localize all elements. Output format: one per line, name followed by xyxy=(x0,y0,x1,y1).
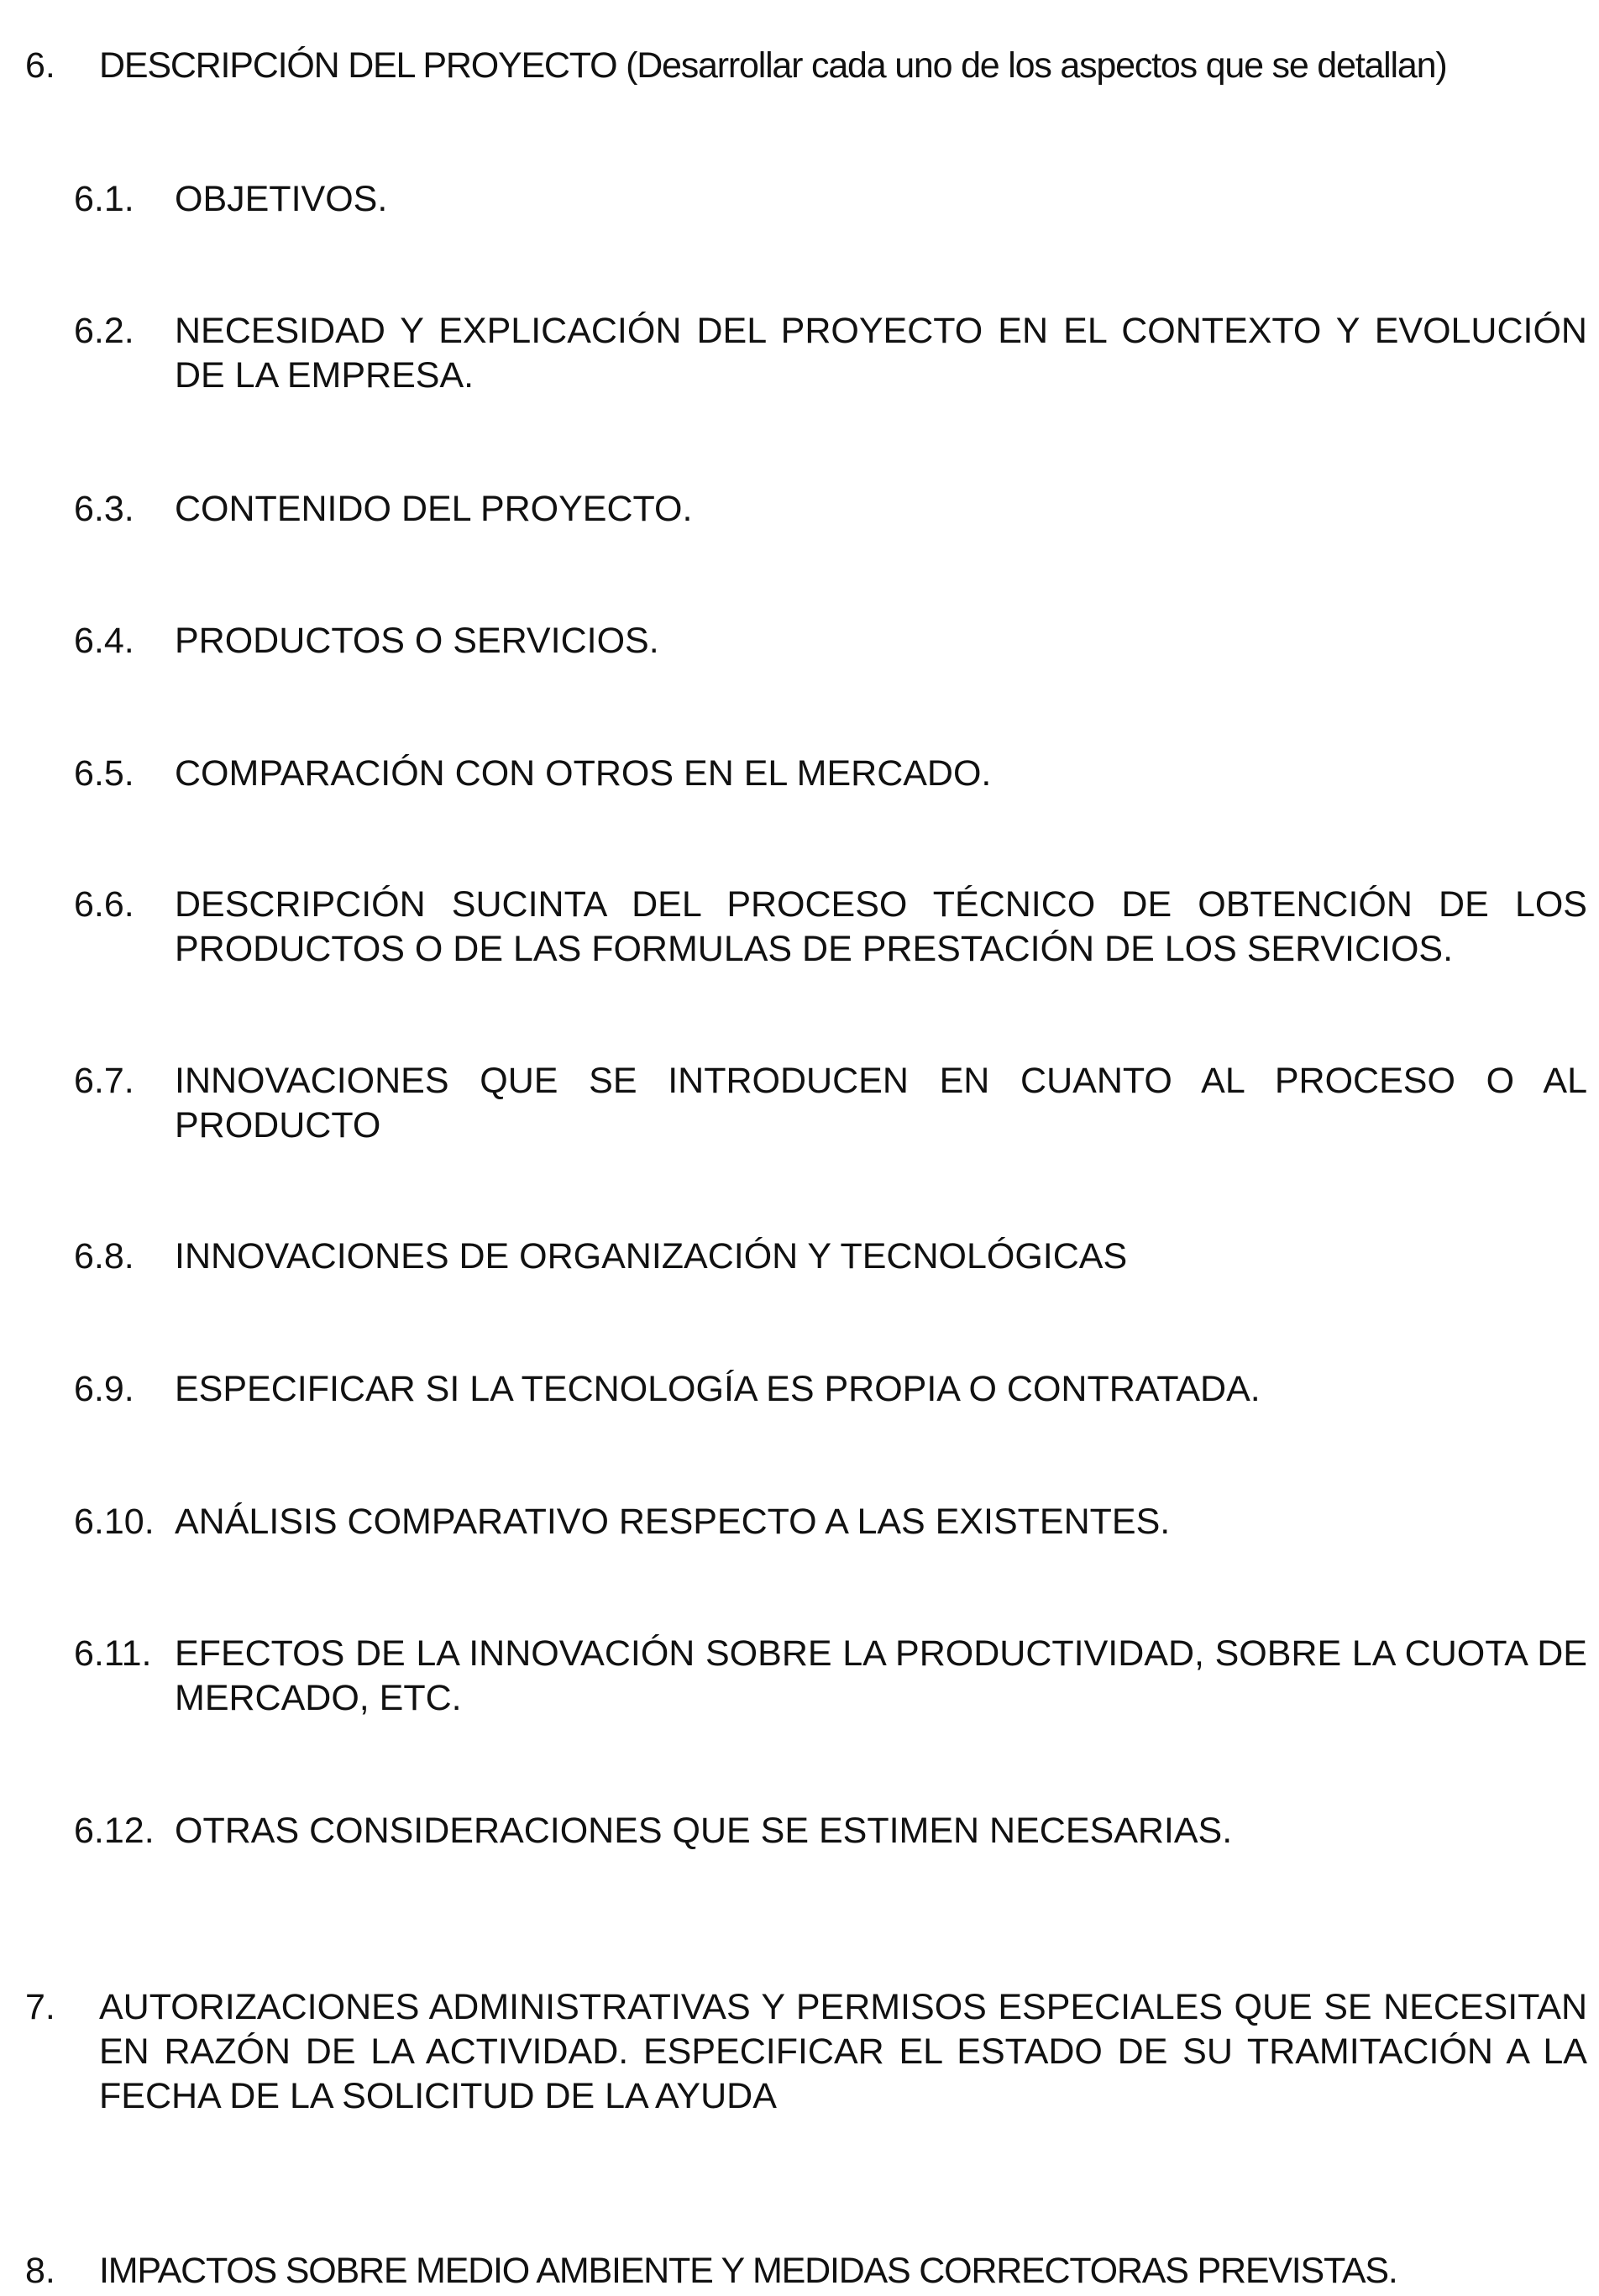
subsection-text: OBJETIVOS. xyxy=(175,179,388,219)
section-number: 8. xyxy=(25,2251,55,2291)
section-title: DESCRIPCIÓN DEL PROYECTO (Desarrollar cada uno de los aspectos que se detallan) xyxy=(99,45,1447,86)
subsection-text: NECESIDAD Y EXPLICACIÓN DEL PROYECTO EN EL CONTEXTO Y EVOLUCIÓN DE LA EMPRESA. xyxy=(175,311,1587,396)
subsection-6-11 xyxy=(74,1632,1587,1721)
subsection-text: EFECTOS DE LA INNOVACIÓN SOBRE LA PRODUCTIVIDAD, SOBRE LA CUOTA DE MERCADO, ETC. xyxy=(175,1633,1587,1718)
section-title: AUTORIZACIONES ADMINISTRATIVAS Y PERMISOS ESPECIALES QUE SE NECESITAN EN RAZÓN DE LA ACTIVIDAD. ESPECIFICAR EL ESTADO DE SU TRAMITACIÓN A LA FECHA DE LA SOLICITUD DE LA AYUDA xyxy=(99,1987,1587,2116)
subsection-6-6 xyxy=(74,883,1587,972)
subsection-6-7 xyxy=(74,1059,1587,1148)
subsection-6-10 xyxy=(74,1500,1587,1544)
subsection-6-5 xyxy=(74,752,1587,796)
subsection-text: ESPECIFICAR SI LA TECNOLOGÍA ES PROPIA O CONTRATADA. xyxy=(175,1369,1261,1409)
subsection-6-8 xyxy=(74,1234,1587,1279)
section-8 xyxy=(25,2249,1587,2293)
subsection-6-12 xyxy=(74,1809,1587,1853)
subsection-text: OTRAS CONSIDERACIONES QUE SE ESTIMEN NECESARIAS. xyxy=(175,1811,1233,1851)
section-number: 6. xyxy=(25,45,55,86)
subsection-number: 6.2. xyxy=(74,311,134,351)
subsection-6-1 xyxy=(74,177,1587,222)
subsection-number: 6.11. xyxy=(74,1633,152,1674)
subsection-6-4 xyxy=(74,619,1587,663)
subsection-number: 6.5. xyxy=(74,753,134,794)
subsection-text: ANÁLISIS COMPARATIVO RESPECTO A LAS EXISTENTES. xyxy=(175,1502,1171,1542)
section-title: IMPACTOS SOBRE MEDIO AMBIENTE Y MEDIDAS CORRECTORAS PREVISTAS. xyxy=(99,2251,1397,2291)
subsection-6-2 xyxy=(74,309,1587,398)
subsection-number: 6.6. xyxy=(74,884,134,925)
section-number: 7. xyxy=(25,1987,55,2027)
subsection-number: 6.10. xyxy=(74,1502,155,1542)
subsection-number: 6.7. xyxy=(74,1061,134,1101)
subsection-text: INNOVACIONES QUE SE INTRODUCEN EN CUANTO AL PROCESO O AL PRODUCTO xyxy=(175,1061,1587,1145)
subsection-6-9 xyxy=(74,1367,1587,1412)
subsection-text: INNOVACIONES DE ORGANIZACIÓN Y TECNOLÓGICAS xyxy=(175,1236,1128,1276)
subsection-text: CONTENIDO DEL PROYECTO. xyxy=(175,489,693,529)
subsection-6-3 xyxy=(74,487,1587,532)
subsection-number: 6.1. xyxy=(74,179,134,219)
subsection-text: PRODUCTOS O SERVICIOS. xyxy=(175,621,659,661)
subsection-text: COMPARACIÓN CON OTROS EN EL MERCADO. xyxy=(175,753,992,794)
subsection-number: 6.12. xyxy=(74,1811,155,1851)
subsection-number: 6.9. xyxy=(74,1369,134,1409)
section-6 xyxy=(25,44,1587,88)
subsection-number: 6.3. xyxy=(74,489,134,529)
subsection-number: 6.4. xyxy=(74,621,134,661)
subsection-text: DESCRIPCIÓN SUCINTA DEL PROCESO TÉCNICO DE OBTENCIÓN DE LOS PRODUCTOS O DE LAS FORMULAS DE PRESTACIÓN DE LOS SERVICIOS. xyxy=(175,884,1587,969)
section-7 xyxy=(25,1985,1587,2119)
subsection-number: 6.8. xyxy=(74,1236,134,1276)
